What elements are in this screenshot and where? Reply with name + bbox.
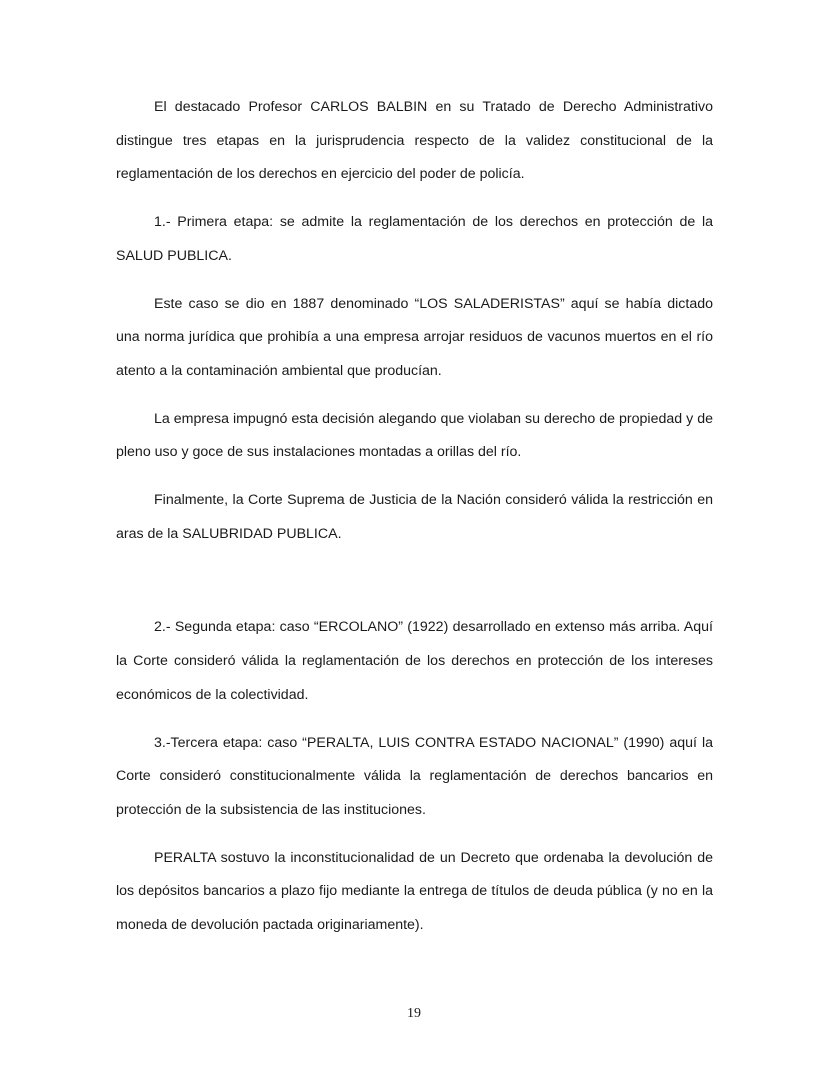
section-gap (116, 565, 713, 611)
page-number: 19 (407, 1006, 421, 1021)
paragraph-second-stage: 2.- Segunda etapa: caso “ERCOLANO” (1922) desarrollado en extenso más arriba. Aquí la Corte consideró válida la reglamentación de los derechos en protección de los intereses económicos de la colectividad. (116, 619, 713, 703)
paragraph-peralta-decree: PERALTA sostuvo la inconstitucionalidad de un Decreto que ordenaba la devolución de los depósitos bancarios a plazo fijo mediante la entrega de títulos de deuda pública (y no en la moneda de devolución pactada originariamente). (116, 849, 713, 934)
paragraph-first-stage: 1.- Primera etapa: se admite la reglamentación de los derechos en protección de la SALUD PUBLICA. (116, 214, 713, 264)
paragraph-saladeristas-case: Este caso se dio en 1887 denominado “LOS SALADERISTAS” aquí se había dictado una norma jurídica que prohibía a una empresa arrojar residuos de vacunos muertos en el río atento a la contaminación ambiental que producían. (116, 295, 713, 379)
page-body (116, 91, 713, 957)
paragraph-balbin-intro: El destacado Profesor CARLOS BALBIN en su Tratado de Derecho Administrativo distingue tres etapas en la jurisprudencia respecto de la validez constitucional de la reglamentación de los derechos en ejercicio del poder de policía. (116, 99, 713, 183)
paragraph-company-challenge: La empresa impugnó esta decisión alegando que violaban su derecho de propiedad y de pleno uso y goce de sus instalaciones montadas a orillas del río. (116, 410, 713, 461)
paragraph-third-stage: 3.-Tercera etapa: caso “PERALTA, LUIS CONTRA ESTADO NACIONAL” (1990) aquí la Corte consideró constitucionalmente válida la reglamentación de derechos bancarios en protección de la subsistencia de las instituciones. (116, 734, 713, 818)
paragraph-court-ruling: Finalmente, la Corte Suprema de Justicia de la Nación consideró válida la restricción en aras de la SALUBRIDAD PUBLICA. (116, 492, 713, 542)
